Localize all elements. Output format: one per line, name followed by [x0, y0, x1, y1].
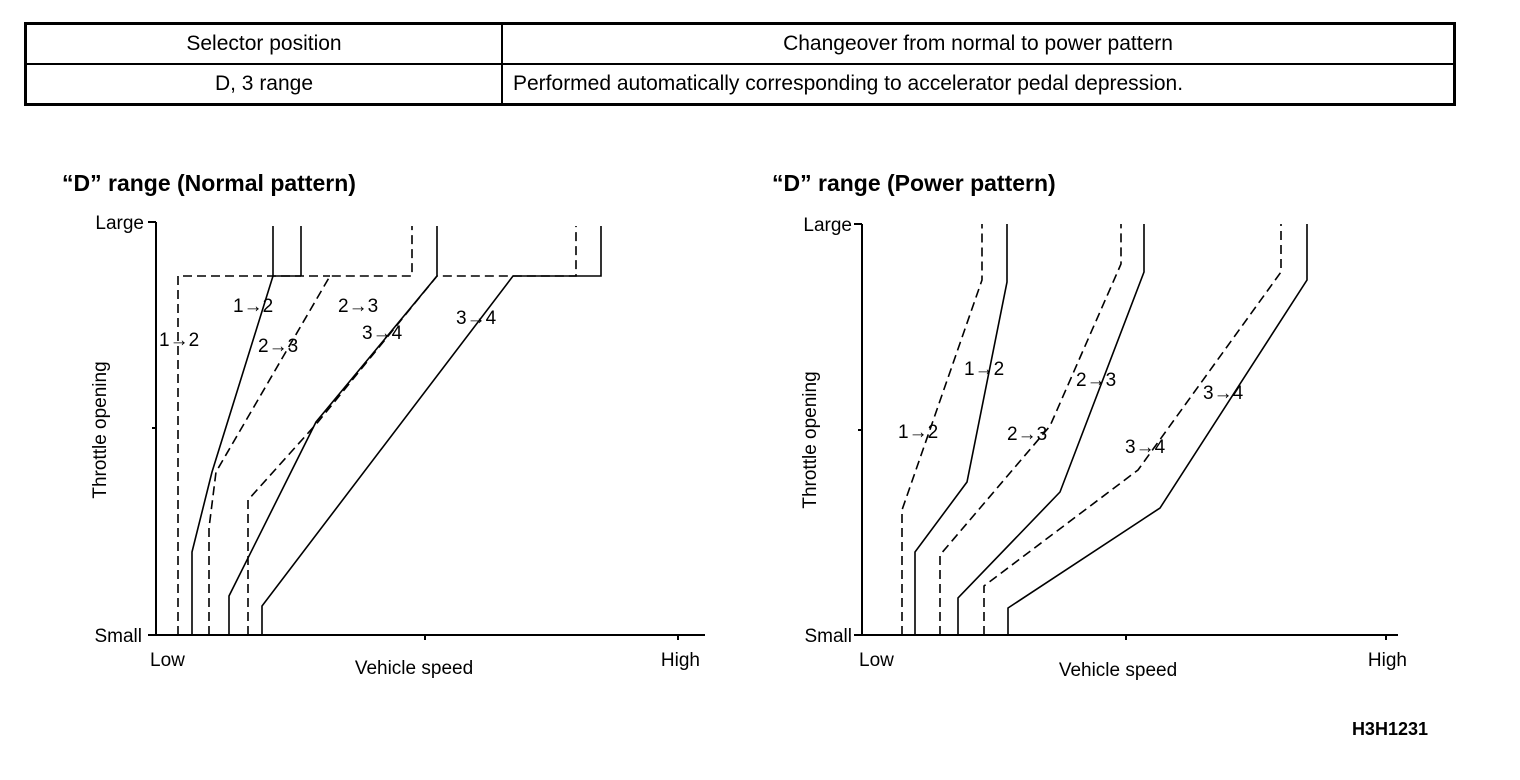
y-axis-label: Throttle opening: [800, 371, 821, 509]
shift-label: 1→2: [964, 359, 1005, 380]
shift-label: 3→4: [1125, 437, 1166, 458]
y-bottom-label: Small: [804, 626, 852, 647]
x-axis-label: Vehicle speed: [354, 658, 474, 679]
shift-label: 3→4: [362, 323, 403, 344]
table-cell: Performed automatically corresponding to accelerator pedal depression.: [502, 64, 1455, 105]
table-row: [26, 64, 1455, 105]
figure-code: H3H1231: [1351, 719, 1428, 739]
shift-label: 2→3: [1007, 424, 1048, 445]
chart-title-normal: “D” range (Normal pattern): [62, 170, 356, 196]
x-left-label: Low: [150, 650, 185, 671]
table-header-row: [26, 24, 1455, 65]
shift-label: 2→3: [338, 296, 379, 317]
x-right-label: High: [1367, 650, 1407, 671]
y-top-label: Large: [803, 215, 852, 236]
shift-line-dashed-1-2: [178, 276, 330, 635]
y-axis-label: Throttle opening: [90, 361, 111, 499]
shift-label: 2→3: [258, 336, 299, 357]
y-top-label: Large: [95, 213, 144, 234]
shift-label: 2→3: [1076, 370, 1117, 391]
table-header-cell: Selector position: [26, 24, 503, 65]
chart-title-power: “D” range (Power pattern): [772, 170, 1056, 196]
power-pattern-chart: [760, 200, 1520, 700]
shift-line-dashed-3-4: [248, 226, 576, 635]
shift-line-solid-3-4: [1008, 224, 1307, 635]
normal-pattern-chart: [0, 200, 760, 700]
shift-line-solid-2-3: [958, 224, 1144, 635]
shift-label: 1→2: [159, 330, 200, 351]
x-left-label: Low: [859, 650, 894, 671]
shift-label: 3→4: [456, 308, 497, 329]
table-header-cell: Changeover from normal to power pattern: [502, 24, 1455, 65]
shift-line-solid-3-4: [262, 226, 601, 635]
shift-line-solid-1-2: [192, 226, 273, 635]
selector-table: [24, 22, 1456, 106]
shift-label: 1→2: [898, 422, 939, 443]
x-right-label: High: [660, 650, 700, 671]
shift-line-solid-2-3: [229, 226, 437, 635]
y-bottom-label: Small: [94, 626, 142, 647]
x-axis-label: Vehicle speed: [1058, 660, 1178, 681]
shift-label: 1→2: [233, 296, 274, 317]
table-cell: D, 3 range: [26, 64, 503, 105]
shift-label: 3→4: [1203, 383, 1244, 404]
